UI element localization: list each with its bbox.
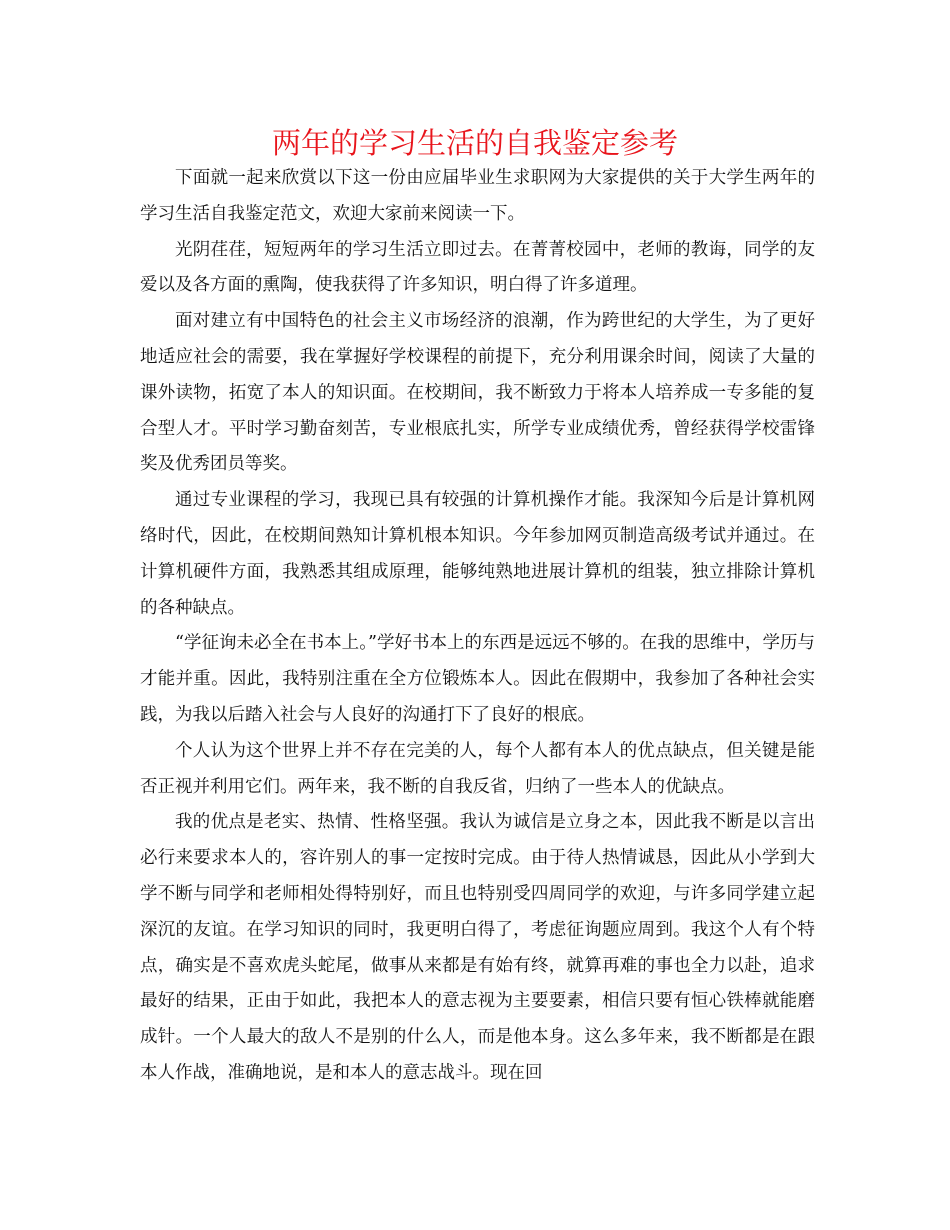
paragraph-practice: “学征询未必全在书本上。”学好书本上的东西是远远不够的。在我的思维中，学历与才能并重。因此，我特别注重在全方位锻炼本人。因此在假期中，我参加了各种社会实践，为我以后踏入社会与人良好的沟通打下了良好的根底。 bbox=[140, 633, 815, 725]
paragraph-self-reflection: 个人认为这个世界上并不存在完美的人，每个人都有本人的优点缺点，但关键是能否正视并利用它们。两年来，我不断的自我反省，归纳了一些本人的优缺点。 bbox=[140, 740, 815, 797]
paragraph-study: 面对建立有中国特色的社会主义市场经济的浪潮，作为跨世纪的大学生，为了更好地适应社会的需要，我在掌握好学校课程的前提下，充分利用课余时间，阅读了大量的课外读物，拓宽了本人的知识面。在校期间，我不断致力于将本人培养成一专多能的复合型人才。平时学习勤奋刻苦，专业根底扎实，所学专业成绩优秀，曾经获得学校雷锋奖及优秀团员等奖。 bbox=[140, 311, 815, 475]
document-body bbox=[140, 161, 815, 1092]
paragraph-strengths: 我的优点是老实、热情、性格坚强。我认为诚信是立身之本，因此我不断是以言出必行来要求本人的，容许别人的事一定按时完成。由于待人热情诚恳，因此从小学到大学不断与同学和老师相处得特别好，而且也特别受四周同学的欢迎，与许多同学建立起深沉的友谊。在学习知识的同时，我更明白得了，考虑征询题应周到。我这个人有个特点，确实是不喜欢虎头蛇尾，做事从来都是有始有终，就算再难的事也全力以赴，追求最好的结果，正由于如此，我把本人的意志视为主要要素，相信只要有恒心铁棒就能磨成针。一个人最大的敌人不是别的什么人，而是他本身。这么多年来，我不断都是在跟本人作战，准确地说，是和本人的意志战斗。现在回 bbox=[140, 812, 815, 1083]
document-title: 两年的学习生活的自我鉴定参考 bbox=[271, 126, 678, 160]
paragraph-time-passing: 光阴荏荏，短短两年的学习生活立即过去。在菁菁校园中，老师的教诲，同学的友爱以及各方面的熏陶，使我获得了许多知识，明白得了许多道理。 bbox=[140, 239, 815, 296]
paragraph-computer-skills: 通过专业课程的学习，我现已具有较强的计算机操作才能。我深知今后是计算机网络时代，因此，在校期间熟知计算机根本知识。今年参加网页制造高级考试并通过。在计算机硬件方面，我熟悉其组成原理，能够纯熟地进展计算机的组装，独立排除计算机的各种缺点。 bbox=[140, 490, 815, 618]
paragraph-intro: 下面就一起来欣赏以下这一份由应届毕业生求职网为大家提供的关于大学生两年的学习生活自我鉴定范文，欢迎大家前来阅读一下。 bbox=[140, 168, 815, 224]
